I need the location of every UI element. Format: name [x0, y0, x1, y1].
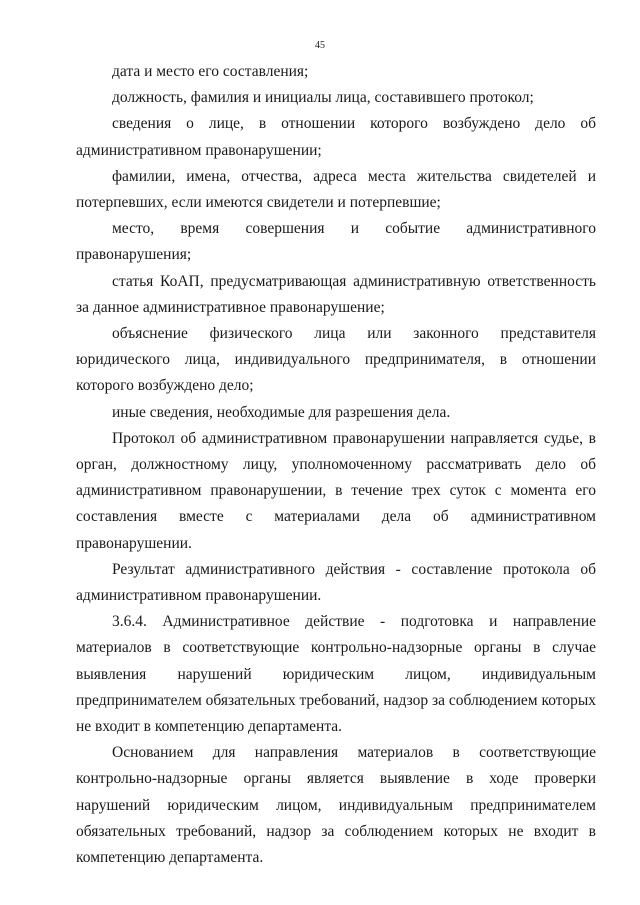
paragraph-3: сведения о лице, в отношении которого возбуждено дело об административном правонарушении;	[76, 115, 596, 159]
paragraph-11: 3.6.4. Административное действие - подготовка и направление материалов в соответствующие контрольно-надзорные органы в случае выявления нарушений юридическим лицом, индивидуальным предпринимателем обязательных требований, надзор за соблюдением которых не входит в компетенцию департамента.	[76, 613, 596, 736]
paragraph-7: объяснение физического лица или законного представителя юридического лица, индивидуального предпринимателя, в отношении которого возбуждено дело;	[76, 325, 596, 395]
paragraph-1: дата и место его составления;	[112, 63, 309, 80]
paragraph-10: Результат административного действия - составление протокола об административном правонарушении.	[76, 560, 596, 605]
paragraph-9: Протокол об административном правонарушении направляется судье, в орган, должностному лицу, уполномоченному рассматривать дело об административном правонарушении, в течение трех суток с момента его составления вместе с материалами дела об административном правонарушении.	[76, 429, 596, 552]
paragraph-8: иные сведения, необходимые для разрешения дела.	[112, 403, 451, 421]
paragraph-2: должность, фамилия и инициалы лица, составившего протокол;	[112, 89, 534, 107]
paragraph-6: статья КоАП, предусматривающая административную ответственность за данное административное правонарушение;	[76, 272, 596, 316]
page-number: 45	[315, 40, 325, 51]
paragraph-4: фамилии, имена, отчества, адреса места жительства свидетелей и потерпевших, если имеются свидетели и потерпевшие;	[76, 167, 596, 212]
paragraph-5: место, время совершения и событие административного правонарушения;	[76, 220, 596, 264]
paragraph-12: Основанием для направления материалов в соответствующие контрольно-надзорные органы является выявление в ходе проверки нарушений юридическим лицом, индивидуальным предпринимателем обязательных требований, надзор за соблюдением которых не входит в компетенцию департамента.	[76, 744, 596, 867]
document-body	[76, 59, 596, 871]
